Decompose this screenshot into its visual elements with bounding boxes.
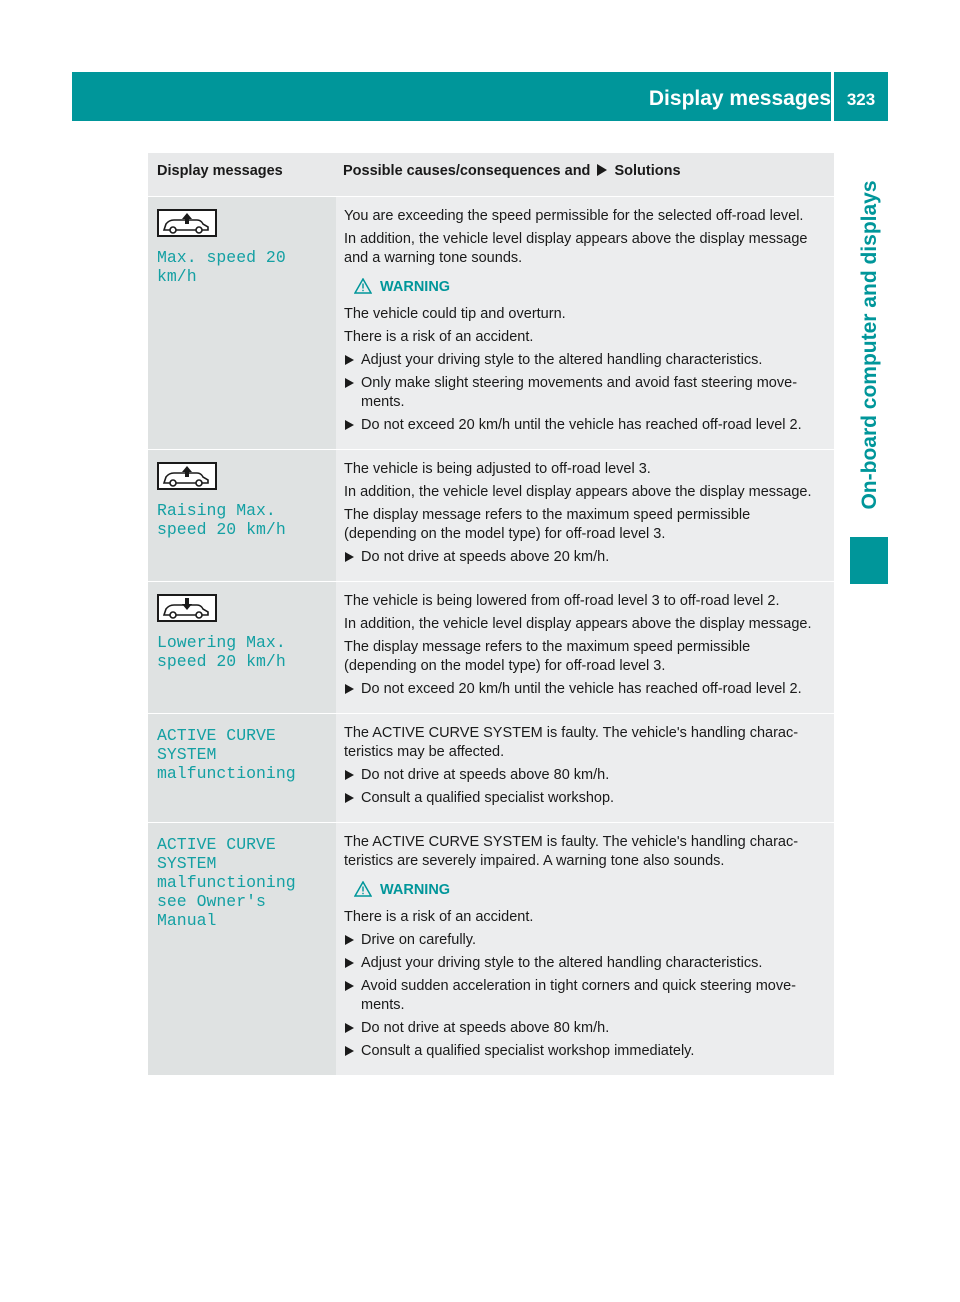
solution-step (344, 766, 826, 785)
solution-step (344, 1019, 826, 1038)
step-arrow-icon (345, 684, 354, 694)
solution-step (344, 416, 826, 435)
solution-step (344, 789, 826, 808)
table-row (148, 450, 834, 582)
display-message-text: Raising Max. speed 20 km/h (157, 501, 286, 539)
step-text: Avoid sudden acceleration in tight corners and quick steering movements. (361, 978, 796, 1013)
warning-text: There is a risk of an accident. (344, 329, 534, 345)
page-header-bar (72, 72, 888, 121)
step-text: Do not drive at speeds above 20 km/h. (361, 549, 610, 565)
warning-heading (354, 278, 826, 297)
cause-text: You are exceeding the speed permissible for the selected off-road level. (344, 208, 804, 224)
warning-triangle-icon (354, 278, 372, 294)
cause-text: In addition, the vehicle level display appears above the display message. (344, 484, 812, 500)
cause-text: In addition, the vehicle level display appears above the display message. (344, 616, 812, 632)
step-text: Do not exceed 20 km/h until the vehicle has reached off-road level 2. (361, 417, 802, 433)
step-text: Consult a qualified specialist workshop immediately. (361, 1043, 695, 1059)
step-arrow-icon (345, 1023, 354, 1033)
cause-text: In addition, the vehicle level display appears above the display message and a warning tone sounds. (344, 231, 808, 266)
step-arrow-icon (345, 552, 354, 562)
solution-step (344, 351, 826, 370)
warning-text: There is a risk of an accident. (344, 909, 534, 925)
page-header-title: Display messages (648, 87, 831, 110)
table-header-row (148, 153, 834, 197)
warning-triangle-icon (354, 881, 372, 897)
step-arrow-icon (345, 1046, 354, 1056)
page-number: 323 (846, 90, 876, 109)
cause-text: The ACTIVE CURVE SYSTEM is faulty. The vehicle's handling characteristics are severely impaired. A warning tone also sounds. (344, 834, 799, 869)
cause-text: The vehicle is being lowered from off-road level 3 to off-road level 2. (344, 593, 780, 609)
message-cell (148, 714, 336, 823)
solution-step (344, 374, 826, 412)
warning-heading (354, 881, 826, 900)
solution-cell (336, 450, 834, 582)
cause-text: The vehicle is being adjusted to off-road level 3. (344, 461, 651, 477)
solution-step (344, 680, 826, 699)
display-message-text: Max. speed 20 km/h (157, 248, 286, 286)
step-arrow-icon (345, 770, 354, 780)
table-row (148, 714, 834, 823)
step-arrow-icon (345, 793, 354, 803)
table-row (148, 197, 834, 450)
solution-cell (336, 197, 834, 450)
display-message-text: Lowering Max. speed 20 km/h (157, 633, 286, 671)
side-chapter-label: On-board computer and displays (858, 180, 881, 510)
warning-label: WARNING (380, 279, 451, 295)
table-row (148, 582, 834, 714)
cause-text: The ACTIVE CURVE SYSTEM is faulty. The vehicle's handling characteristics may be affected. (344, 725, 799, 760)
step-text: Do not drive at speeds above 80 km/h. (361, 1020, 610, 1036)
column-header-text: Solutions (614, 163, 681, 179)
step-text: Drive on carefully. (361, 932, 476, 948)
warning-text: The vehicle could tip and overturn. (344, 306, 566, 322)
step-text: Adjust your driving style to the altered handling characteristics. (361, 352, 763, 368)
side-chapter-marker (850, 537, 888, 584)
message-cell (148, 197, 336, 450)
solution-arrow-icon (597, 164, 607, 176)
display-message-text: ACTIVE CURVE SYSTEM malfunctioning see Owner's Manual (157, 835, 296, 930)
step-text: Consult a qualified specialist workshop. (361, 790, 615, 806)
display-messages-table (148, 153, 834, 1075)
solution-cell (336, 823, 834, 1076)
solution-step (344, 1042, 826, 1061)
solution-step (344, 977, 826, 1015)
cause-text: The display message refers to the maximum speed permissible (depending on the model type) for off-road level 3. (344, 639, 751, 674)
vehicle-raise-icon (157, 209, 217, 237)
step-arrow-icon (345, 981, 354, 991)
message-cell (148, 823, 336, 1076)
step-text: Do not exceed 20 km/h until the vehicle has reached off-road level 2. (361, 681, 802, 697)
column-header-display-messages: Display messages (148, 153, 336, 197)
side-chapter-tab (850, 160, 890, 530)
warning-label: WARNING (380, 882, 451, 898)
solution-step (344, 548, 826, 567)
table-row (148, 823, 834, 1076)
message-cell (148, 582, 336, 714)
step-text: Adjust your driving style to the altered handling characteristics. (361, 955, 763, 971)
step-text: Do not drive at speeds above 80 km/h. (361, 767, 610, 783)
solution-step (344, 954, 826, 973)
solution-cell (336, 582, 834, 714)
step-arrow-icon (345, 420, 354, 430)
message-cell (148, 450, 336, 582)
column-header-causes-solutions (336, 153, 834, 197)
display-message-text: ACTIVE CURVE SYSTEM malfunctioning (157, 726, 296, 783)
step-arrow-icon (345, 378, 354, 388)
step-arrow-icon (345, 355, 354, 365)
step-text: Only make slight steering movements and avoid fast steering movements. (361, 375, 798, 410)
vehicle-raise-icon (157, 462, 217, 490)
solution-cell (336, 714, 834, 823)
vehicle-lower-icon (157, 594, 217, 622)
step-arrow-icon (345, 958, 354, 968)
solution-step (344, 931, 826, 950)
step-arrow-icon (345, 935, 354, 945)
cause-text: The display message refers to the maximum speed permissible (depending on the model type) for off-road level 3. (344, 507, 751, 542)
column-header-text: Possible causes/consequences and (343, 163, 591, 179)
